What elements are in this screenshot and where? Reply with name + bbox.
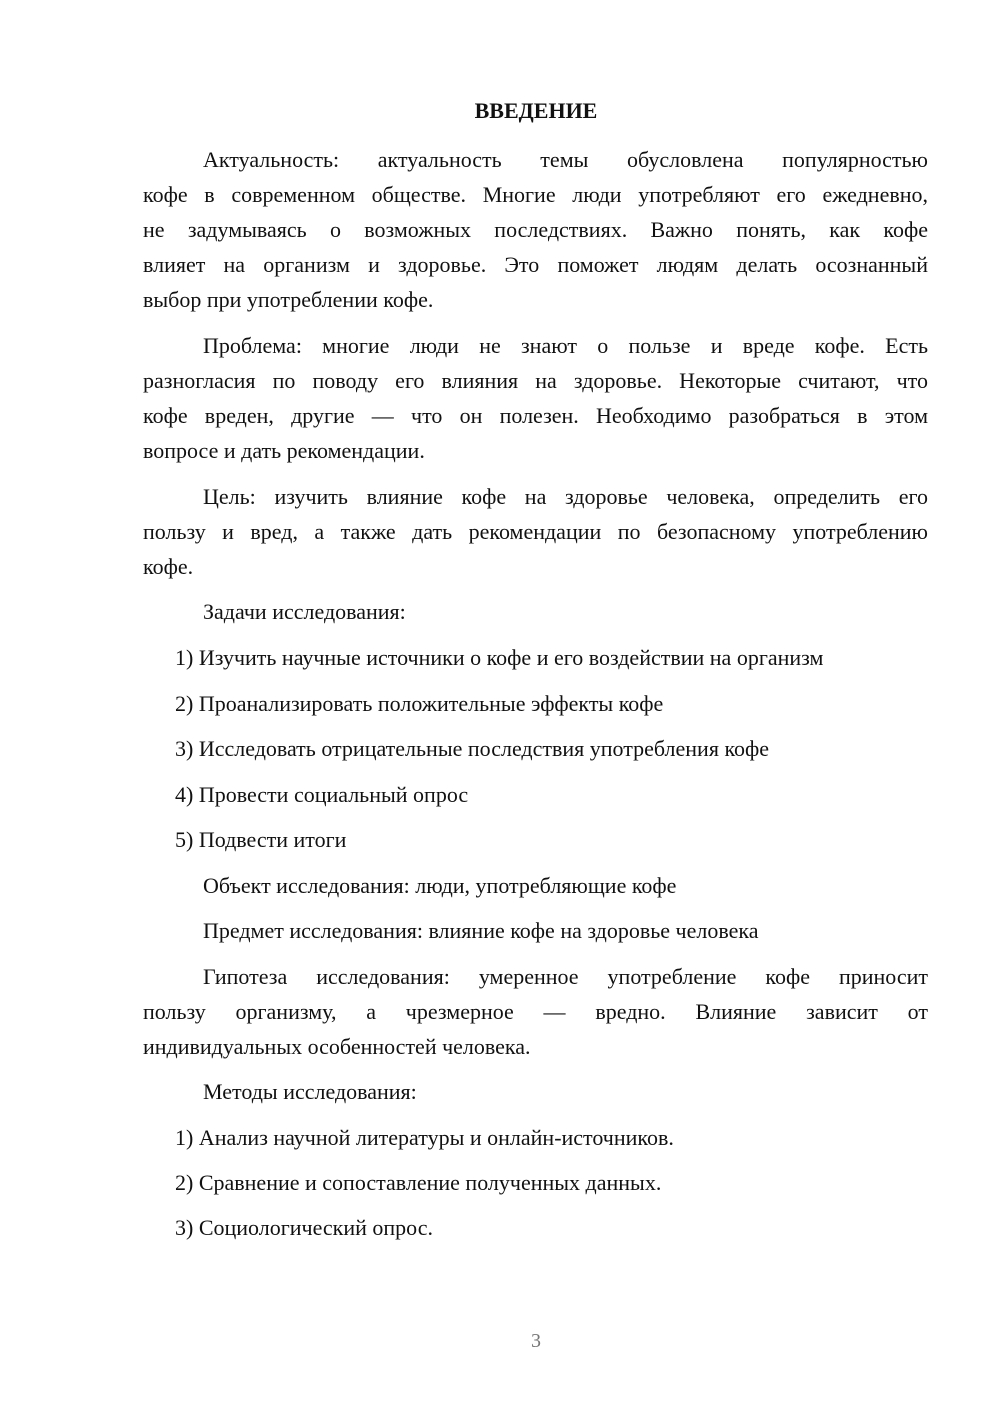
research-subject: Предмет исследования: влияние кофе на здоровье человека	[203, 918, 759, 943]
page-title: ВВЕДЕНИЕ	[474, 98, 598, 123]
method-item: 3) Социологический опрос.	[175, 1215, 433, 1240]
relevance-line: выбор при употреблении кофе.	[143, 287, 434, 312]
goal-line: кофе.	[143, 554, 194, 579]
goal-line: Цель: изучить влияние кофе на здоровье человека, определить его	[203, 484, 928, 509]
method-item: 1) Анализ научной литературы и онлайн-источников.	[175, 1125, 674, 1150]
task-item: 4) Провести социальный опрос	[175, 782, 469, 807]
tasks-heading: Задачи исследования:	[203, 599, 406, 624]
task-item: 2) Проанализировать положительные эффекты кофе	[175, 691, 664, 716]
hypothesis-line: индивидуальных особенностей человека.	[143, 1034, 531, 1059]
problem-line: вопросе и дать рекомендации.	[143, 438, 425, 463]
task-item: 3) Исследовать отрицательные последствия употребления кофе	[175, 736, 770, 761]
task-item: 5) Подвести итоги	[175, 827, 347, 852]
relevance-line: не задумываясь о возможных последствиях. Важно понять, как кофе	[143, 217, 928, 242]
problem-line: кофе вреден, другие — что он полезен. Необходимо разобраться в этом	[143, 403, 928, 428]
problem-line: разногласия по поводу его влияния на здоровье. Некоторые считают, что	[143, 368, 928, 393]
page-number: 3	[531, 1330, 541, 1352]
relevance-line: Актуальность: актуальность темы обусловлена популярностью	[203, 147, 928, 172]
methods-heading: Методы исследования:	[203, 1079, 417, 1104]
hypothesis-line: Гипотеза исследования: умеренное употребление кофе приносит	[203, 964, 928, 989]
method-item: 2) Сравнение и сопоставление полученных данных.	[175, 1170, 662, 1195]
relevance-line: влияет на организм и здоровье. Это поможет людям делать осознанный	[143, 252, 928, 277]
relevance-line: кофе в современном обществе. Многие люди употребляют его ежедневно,	[143, 182, 928, 207]
hypothesis-line: пользу организму, а чрезмерное — вредно. Влияние зависит от	[143, 999, 928, 1024]
goal-line: пользу и вред, а также дать рекомендации по безопасному употреблению	[143, 519, 928, 544]
research-object: Объект исследования: люди, употребляющие кофе	[203, 873, 677, 898]
task-item: 1) Изучить научные источники о кофе и его воздействии на организм	[175, 645, 824, 670]
problem-line: Проблема: многие люди не знают о пользе и вреде кофе. Есть	[203, 333, 928, 358]
